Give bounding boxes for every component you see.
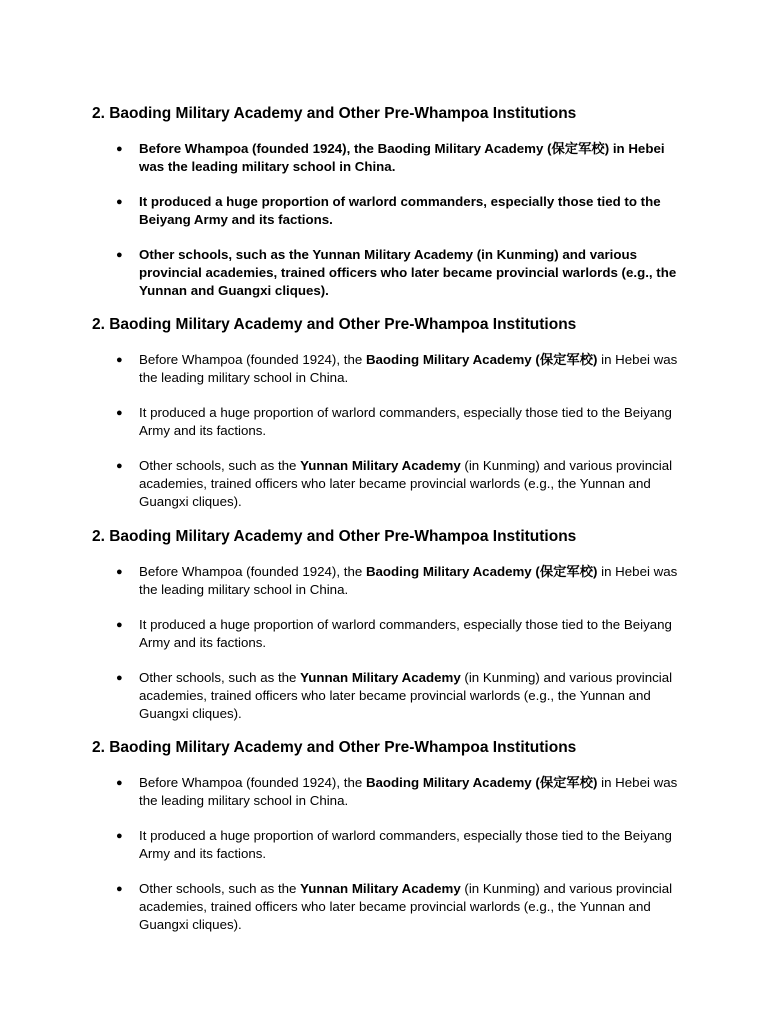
bullet-text-rest: (in Kunming) and various provincial academies, trained officers who later became provincial warlords (e.g., the Yunnan and Guangxi cliques). <box>139 670 673 721</box>
bullet-item <box>92 246 682 300</box>
bullet-text: Before Whampoa (founded 1924), the <box>139 775 366 790</box>
section-heading: 2. Baoding Military Academy and Other Pre-Whampoa Institutions <box>92 105 577 122</box>
bullet-item <box>92 827 682 863</box>
bullet-dot-icon: ● <box>116 830 123 842</box>
bullet-text: Other schools, such as the <box>139 458 301 473</box>
section-3 <box>92 527 682 723</box>
bullet-item <box>92 880 682 934</box>
section-2 <box>92 315 682 511</box>
bullet-dot-icon: ● <box>116 354 123 366</box>
bullet-item <box>92 351 682 387</box>
bullet-dot-icon: ● <box>116 777 123 789</box>
bullet-text-rest: in Hebei was the leading military school in China. <box>139 775 678 808</box>
bullet-dot-icon: ● <box>116 196 123 208</box>
bullet-item <box>92 193 682 229</box>
bullet-dot-icon: ● <box>116 407 123 419</box>
bullet-list <box>92 351 682 511</box>
bullet-text-rest: in Hebei was the leading military school in China. <box>139 352 678 385</box>
bullet-text-rest: in Hebei was the leading military school in China. <box>139 564 678 597</box>
bullet-text: Other schools, such as the Yunnan Military Academy (in Kunming) and various provincial academies, trained officers who later became provincial warlords (e.g., the Yunnan and Guangxi cliques). <box>139 247 677 298</box>
bullet-text-rest: (in Kunming) and various provincial academies, trained officers who later became provincial warlords (e.g., the Yunnan and Guangxi cliques). <box>139 881 673 932</box>
bullet-item <box>92 404 682 440</box>
bullet-item <box>92 563 682 599</box>
bullet-text: It produced a huge proportion of warlord commanders, especially those tied to the Beiyang Army and its factions. <box>139 194 661 227</box>
section-4 <box>92 738 682 934</box>
bullet-emphasis: Baoding Military Academy (保定军校) <box>365 775 598 790</box>
bullet-dot-icon: ● <box>116 460 123 472</box>
bullet-item <box>92 140 682 176</box>
bullet-item <box>92 616 682 652</box>
bullet-text: It produced a huge proportion of warlord commanders, especially those tied to the Beiyang Army and its factions. <box>139 828 672 861</box>
bullet-text-rest: (in Kunming) and various provincial academies, trained officers who later became provincial warlords (e.g., the Yunnan and Guangxi cliques). <box>139 458 673 509</box>
bullet-text: It produced a huge proportion of warlord commanders, especially those tied to the Beiyang Army and its factions. <box>139 617 672 650</box>
section-1 <box>92 104 682 300</box>
bullet-text: It produced a huge proportion of warlord commanders, especially those tied to the Beiyang Army and its factions. <box>139 405 672 438</box>
bullet-text: Before Whampoa (founded 1924), the <box>139 564 366 579</box>
bullet-text: Before Whampoa (founded 1924), the Baoding Military Academy (保定军校) in Hebei was the leading military school in China. <box>139 141 665 174</box>
bullet-item <box>92 669 682 723</box>
bullet-list <box>92 563 682 723</box>
bullet-list <box>92 774 682 934</box>
section-heading: 2. Baoding Military Academy and Other Pre-Whampoa Institutions <box>92 316 577 333</box>
bullet-dot-icon: ● <box>116 883 123 895</box>
bullet-text: Other schools, such as the <box>139 670 301 685</box>
bullet-emphasis: Yunnan Military Academy <box>300 458 461 473</box>
bullet-dot-icon: ● <box>116 566 123 578</box>
bullet-emphasis: Baoding Military Academy (保定军校) <box>365 564 598 579</box>
section-heading: 2. Baoding Military Academy and Other Pre-Whampoa Institutions <box>92 528 577 545</box>
bullet-list <box>92 140 682 300</box>
bullet-emphasis: Yunnan Military Academy <box>300 881 461 896</box>
bullet-item <box>92 774 682 810</box>
bullet-text: Before Whampoa (founded 1924), the <box>139 352 366 367</box>
bullet-text: Other schools, such as the <box>139 881 301 896</box>
bullet-dot-icon: ● <box>116 249 123 261</box>
bullet-dot-icon: ● <box>116 619 123 631</box>
bullet-dot-icon: ● <box>116 672 123 684</box>
bullet-emphasis: Yunnan Military Academy <box>300 670 461 685</box>
bullet-dot-icon: ● <box>116 143 123 155</box>
bullet-item <box>92 457 682 511</box>
section-heading: 2. Baoding Military Academy and Other Pre-Whampoa Institutions <box>92 739 577 756</box>
bullet-emphasis: Baoding Military Academy (保定军校) <box>365 352 598 367</box>
